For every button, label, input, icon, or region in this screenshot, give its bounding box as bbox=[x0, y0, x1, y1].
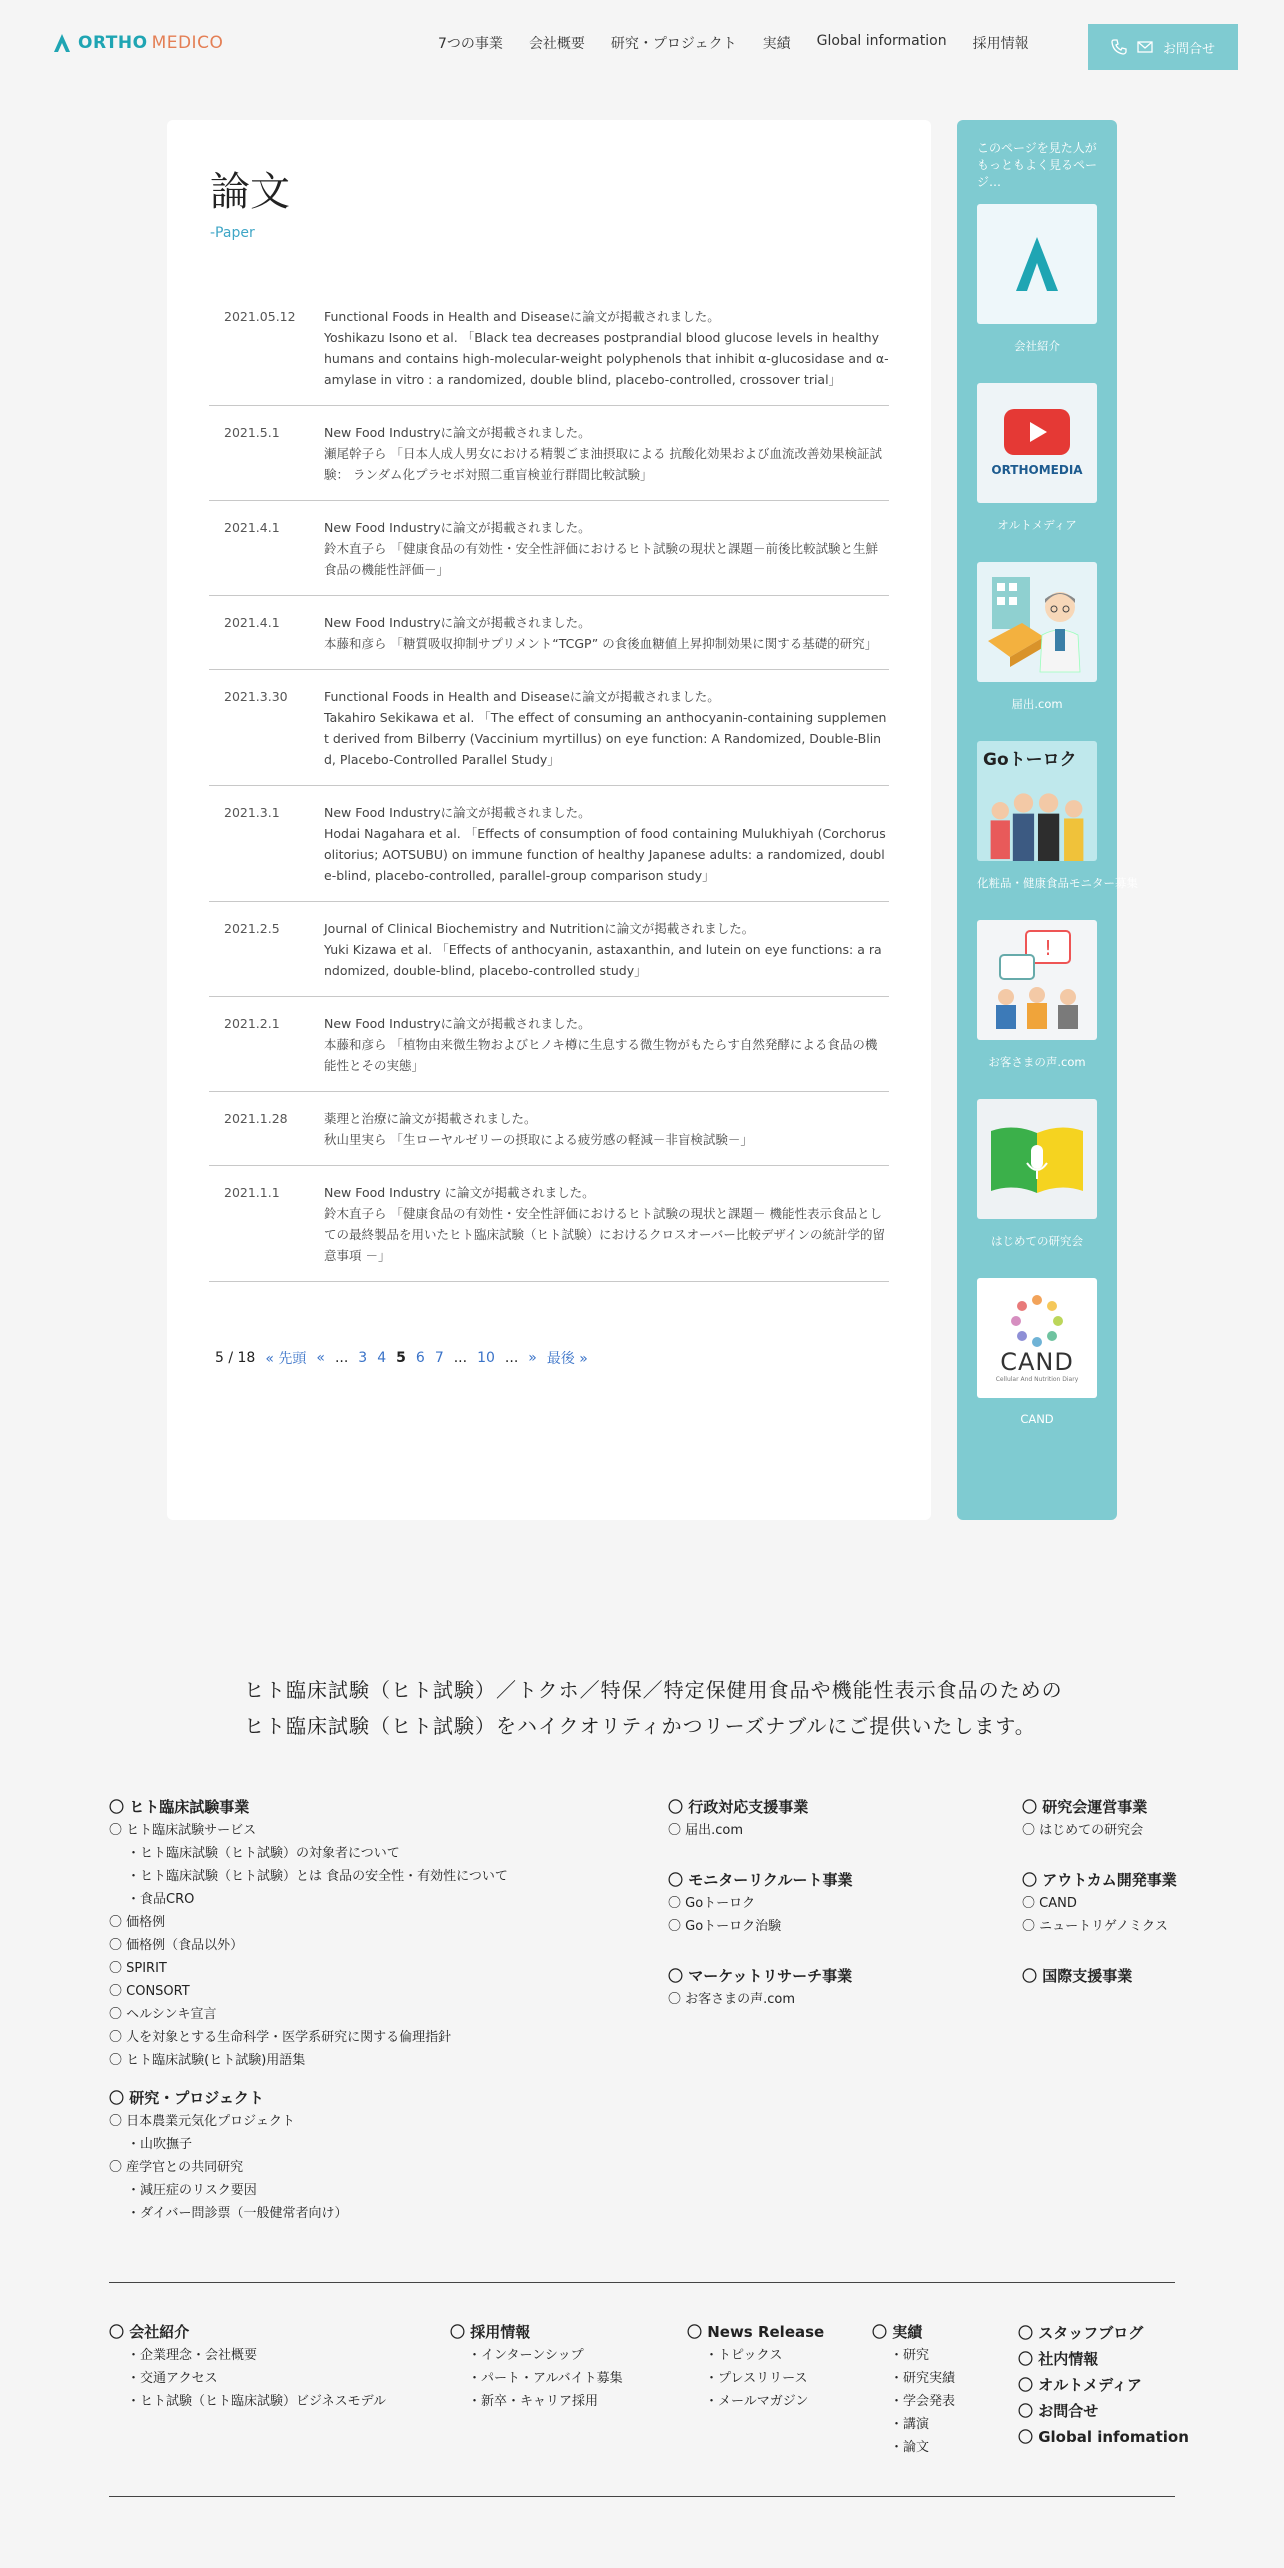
footer-link[interactable]: ・ヒト臨床試験（ヒト試験）の対象者について bbox=[127, 1846, 400, 1861]
footer-link[interactable]: ・プレスリリース bbox=[705, 2371, 808, 2386]
paper-journal-line: New Food Industryに論文が掲載されました。 bbox=[324, 805, 591, 820]
paper-body bbox=[324, 612, 889, 654]
paper-date: 2021.05.12 bbox=[224, 309, 296, 324]
footer-col-misc bbox=[1018, 2320, 1189, 2450]
paper-date: 2021.4.1 bbox=[224, 615, 280, 630]
footer-col-results bbox=[872, 2320, 955, 2459]
footer-link[interactable]: 〇 ヒト臨床試験(ヒト試験)用語集 bbox=[109, 2053, 306, 2068]
paper-entry bbox=[209, 670, 889, 786]
contact-button[interactable] bbox=[1088, 24, 1238, 70]
paper-citation: 本藤和彦ら 「植物由来微生物およびヒノキ樽に生息する微生物がもたらす自然発酵による食品の機能性とその実態」 bbox=[324, 1037, 878, 1073]
main-nav bbox=[438, 33, 1055, 53]
sidebar-item-company[interactable] bbox=[977, 204, 1097, 354]
sidebar-item-hajimete[interactable] bbox=[977, 1099, 1097, 1249]
page-link-4[interactable]: 4 bbox=[377, 1350, 387, 1366]
paper-date: 2021.4.1 bbox=[224, 520, 280, 535]
paper-date: 2021.3.30 bbox=[224, 689, 288, 704]
paper-journal-line: New Food Industryに論文が掲載されました。 bbox=[324, 520, 591, 535]
footer-link[interactable]: ・交通アクセス bbox=[127, 2371, 218, 2386]
pagination bbox=[215, 1348, 598, 1368]
paper-date: 2021.1.1 bbox=[224, 1185, 280, 1200]
footer-link[interactable]: ・メールマガジン bbox=[705, 2394, 809, 2409]
footer-link[interactable]: ・学会発表 bbox=[890, 2394, 956, 2409]
footer-link[interactable]: 〇 価格例（食品以外） bbox=[109, 1938, 244, 1953]
footer-heading[interactable]: 〇 研究・プロジェクト bbox=[109, 2089, 264, 2107]
page-link-10[interactable]: 10 bbox=[477, 1350, 495, 1366]
paper-journal-line: New Food Industryに論文が掲載されました。 bbox=[324, 615, 591, 630]
paper-entry bbox=[209, 501, 889, 596]
cand-logo-icon bbox=[977, 1278, 1097, 1398]
svg-text:!: ! bbox=[1043, 936, 1053, 960]
logo-text-ortho: ORTHO bbox=[78, 33, 148, 53]
paper-body bbox=[324, 517, 889, 580]
footer-heading[interactable]: 〇 採用情報 bbox=[450, 2323, 531, 2341]
paper-journal-line: 薬理と治療に論文が掲載されました。 bbox=[324, 1111, 537, 1126]
footer-link[interactable]: 〇 人を対象とする生命科学・医学系研究に関する倫理指針 bbox=[109, 2030, 452, 2045]
sidebar-item-cand[interactable] bbox=[977, 1278, 1097, 1426]
sidebar-caption: オルトメディア bbox=[997, 518, 1077, 532]
sidebar-caption: お客さまの声.com bbox=[988, 1055, 1086, 1069]
nav-item-results[interactable]: 実績 bbox=[762, 36, 791, 52]
sidebar-heading: このページを見た人がもっともよく見るページ… bbox=[977, 141, 1098, 189]
page-prev-link[interactable]: « bbox=[316, 1350, 325, 1366]
paper-date: 2021.2.1 bbox=[224, 1016, 280, 1031]
footer-divider bbox=[109, 2282, 1175, 2283]
paper-body bbox=[324, 1182, 889, 1266]
footer-link[interactable]: ・ヒト臨床試験（ヒト試験）とは 食品の安全性・有効性について bbox=[127, 1869, 508, 1884]
paper-citation: Yoshikazu Isono et al. 「Black tea decreases postprandial blood glucose levels in healthy humans and contains high-molecular-weight polyphenols that inhibit α-glucosidase and α-amylase in vitro : a randomized, double blind, placebo-controlled, crossover trial」 bbox=[324, 330, 889, 387]
page-ellipsis: ... bbox=[504, 1350, 519, 1366]
paper-citation: Hodai Nagahara et al. 「Effects of consumption of food containing Mulukhiyah (Corchorus olitorius; AOTSUBU) on immune function of healthy Japanese adults: a randomized, double-blind, placebo-controlled, parallel-group comparison study」 bbox=[324, 826, 886, 883]
footer-link[interactable]: 〇 日本農業元気化プロジェクト bbox=[109, 2114, 295, 2129]
footer-heading[interactable]: 〇 国際支援事業 bbox=[1022, 1967, 1133, 1985]
paper-journal-line: New Food Industryに論文が掲載されました。 bbox=[324, 1016, 591, 1031]
page-current: 5 bbox=[396, 1350, 406, 1366]
footer-link[interactable]: ・論文 bbox=[890, 2440, 930, 2455]
paper-journal-line: Functional Foods in Health and Diseaseに論文が掲載されました。 bbox=[324, 689, 720, 704]
paper-citation: 鈴木直子ら 「健康食品の有効性・安全性評価におけるヒト試験の現状と課題－ 機能性表示食品としての最終製品を用いたヒト臨床試験（ヒト試験）におけるクロスオーバー比較デザインの統計学的留意事項 －」 bbox=[324, 1206, 886, 1263]
paper-entry bbox=[209, 786, 889, 902]
people-illustration-icon bbox=[977, 741, 1097, 861]
nav-item-recruit[interactable]: 採用情報 bbox=[972, 36, 1029, 52]
footer-col-company bbox=[109, 2320, 386, 2413]
footer-link[interactable]: 〇 CONSORT bbox=[109, 1984, 190, 1999]
paper-body bbox=[324, 802, 889, 886]
page-link-7[interactable]: 7 bbox=[434, 1350, 444, 1366]
footer-link[interactable]: ・減圧症のリスク要因 bbox=[127, 2183, 257, 2198]
footer-link[interactable]: ・企業理念・会社概要 bbox=[127, 2348, 258, 2363]
book-mic-icon bbox=[977, 1099, 1097, 1219]
sidebar-caption: 会社紹介 bbox=[1014, 339, 1060, 353]
tagline-line-2: ヒト臨床試験（ヒト試験）をハイクオリティかつリーズナブルにご提供いたします。 bbox=[244, 1714, 1036, 1738]
paper-entry bbox=[209, 997, 889, 1092]
paper-journal-line: Journal of Clinical Biochemistry and Nutritionに論文が掲載されました。 bbox=[324, 921, 755, 936]
paper-body bbox=[324, 1013, 889, 1076]
related-sidebar bbox=[957, 120, 1138, 1520]
paper-body bbox=[324, 686, 889, 770]
footer-link[interactable]: ・山吹撫子 bbox=[127, 2137, 193, 2152]
footer-link[interactable]: 〇 ヒト臨床試験サービス bbox=[109, 1823, 257, 1838]
paper-citation: Yuki Kizawa et al. 「Effects of anthocyanin, astaxanthin, and lutein on eye functions: a randomized, double-blind, placebo-controlled study」 bbox=[324, 942, 882, 978]
sidebar-caption: 化粧品・健康食品モニター募集 bbox=[977, 876, 1138, 890]
page-ellipsis: ... bbox=[334, 1350, 349, 1366]
doctor-illustration-icon bbox=[977, 562, 1097, 682]
sidebar-item-todokede[interactable] bbox=[977, 562, 1097, 712]
paper-list bbox=[209, 290, 889, 1282]
cand-logo-subtext: Cellular And Nutrition Diary bbox=[995, 1375, 1079, 1383]
footer-link[interactable]: ・インターンシップ bbox=[468, 2348, 584, 2363]
tagline-line-1: ヒト臨床試験（ヒト試験）／トクホ／特保／特定保健用食品や機能性表示食品のための bbox=[244, 1678, 1063, 1702]
orthomedia-logo-text: ORTHOMEDIA bbox=[991, 463, 1083, 477]
page-first-link[interactable]: « 先頭 bbox=[265, 1351, 307, 1367]
cand-logo-text: CAND bbox=[1000, 1347, 1074, 1376]
footer-link[interactable]: 〇 ヘルシンキ宣言 bbox=[109, 2007, 217, 2022]
paper-entry bbox=[209, 1166, 889, 1282]
footer-link[interactable]: ・研究実績 bbox=[890, 2371, 956, 2386]
page-next-link[interactable]: » bbox=[528, 1350, 537, 1366]
gotoroku-logo-text: Goトーロク bbox=[983, 750, 1077, 770]
footer-heading[interactable]: 〇 行政対応支援事業 bbox=[668, 1798, 809, 1816]
footer-heading[interactable]: 〇 研究会運営事業 bbox=[1022, 1798, 1148, 1816]
page-link-6[interactable]: 6 bbox=[415, 1350, 425, 1366]
paper-journal-line: New Food Industry に論文が掲載されました。 bbox=[324, 1185, 595, 1200]
paper-citation: 秋山里実ら 「生ローヤルゼリーの摂取による疲労感の軽減－非盲検試験－」 bbox=[324, 1132, 753, 1147]
footer-link[interactable]: ・トピックス bbox=[705, 2348, 783, 2363]
paper-entry bbox=[209, 1092, 889, 1166]
paper-date: 2021.5.1 bbox=[224, 425, 280, 440]
mail-icon bbox=[1137, 39, 1153, 55]
nav-item-global[interactable]: Global information bbox=[816, 33, 947, 49]
play-icon bbox=[977, 383, 1097, 503]
footer-link[interactable]: 〇 届出.com bbox=[668, 1823, 744, 1838]
contact-label: お問合せ bbox=[1162, 41, 1215, 57]
paper-journal-line: New Food Industryに論文が掲載されました。 bbox=[324, 425, 591, 440]
footer-heading[interactable]: 〇 モニターリクルート事業 bbox=[668, 1871, 853, 1889]
footer-col-support bbox=[668, 1795, 852, 2011]
footer-link[interactable]: 〇 SPIRIT bbox=[109, 1961, 167, 1976]
paper-body bbox=[324, 1108, 889, 1150]
page-link-3[interactable]: 3 bbox=[358, 1350, 368, 1366]
sidebar-caption: CAND bbox=[1020, 1412, 1054, 1426]
footer-link[interactable]: 〇 Goトーロク治験 bbox=[668, 1919, 782, 1934]
footer-heading[interactable]: 〇 実績 bbox=[872, 2323, 923, 2341]
footer-col-news bbox=[687, 2320, 824, 2413]
footer-heading[interactable]: 〇 News Release bbox=[687, 2323, 825, 2341]
footer-col-recruit bbox=[450, 2320, 623, 2413]
paper-citation: 鈴木直子ら 「健康食品の有効性・安全性評価におけるヒト試験の現状と課題－前後比較試験と生鮮食品の機能性評価－」 bbox=[324, 541, 878, 577]
footer-link[interactable]: ・ヒト試験（ヒト臨床試験）ビジネスモデル bbox=[127, 2394, 386, 2409]
paper-citation: 瀬尾幹子ら 「日本人成人男女における精製ごま油摂取による 抗酸化効果および血流改善効果検証試験： ランダム化プラセボ対照二重盲検並行群間比較試験」 bbox=[324, 446, 882, 482]
paper-entry bbox=[209, 406, 889, 501]
paper-citation: Takahiro Sekikawa et al. 「The effect of consuming an anthocyanin-containing supplement derived from Bilberry (Vaccinium myrtillus) on eye function: A Randomized, Double-Blind, Placebo-Controlled Parallel Study」 bbox=[324, 710, 887, 767]
paper-citation: 本藤和彦ら 「糖質吸収抑制サプリメント“TCGP” の食後血糖値上昇抑制効果に関する基礎的研究」 bbox=[324, 636, 878, 651]
sidebar-item-gotoroku[interactable] bbox=[977, 741, 1138, 891]
footer-link[interactable]: ・新卒・キャリア採用 bbox=[468, 2394, 599, 2409]
footer-link[interactable]: ・研究 bbox=[890, 2348, 930, 2363]
footer-divider bbox=[109, 2496, 1175, 2497]
logo-icon bbox=[50, 31, 74, 55]
footer-link[interactable]: 〇 ニュートリゲノミクス bbox=[1022, 1919, 1168, 1934]
footer-link-blog[interactable]: 〇 スタッフブログ bbox=[1018, 2324, 1144, 2342]
page-subtitle: -Paper bbox=[210, 225, 255, 241]
footer-link[interactable]: ・ダイバー問診票（一般健常者向け） bbox=[127, 2206, 348, 2221]
paper-date: 2021.3.1 bbox=[224, 805, 280, 820]
paper-body bbox=[324, 306, 889, 390]
logo-text-medico: MEDICO bbox=[151, 33, 224, 53]
nav-item-research[interactable]: 研究・プロジェクト bbox=[610, 36, 737, 52]
footer-link-global[interactable]: 〇 Global infomation bbox=[1018, 2428, 1189, 2446]
page-title: 論文 bbox=[210, 169, 290, 215]
paper-body bbox=[324, 918, 889, 981]
sidebar-caption: 届出.com bbox=[1011, 697, 1063, 711]
footer-col-research bbox=[1022, 1795, 1177, 1988]
footer-link-internal[interactable]: 〇 社内情報 bbox=[1018, 2350, 1099, 2368]
sidebar-item-voice[interactable] bbox=[977, 920, 1097, 1070]
paper-date: 2021.1.28 bbox=[224, 1111, 288, 1126]
footer-link[interactable]: ・パート・アルバイト募集 bbox=[468, 2371, 623, 2386]
sidebar-item-orthomedia[interactable] bbox=[977, 383, 1097, 533]
page-last-link[interactable]: 最後 » bbox=[546, 1351, 588, 1367]
person-logo-icon bbox=[977, 204, 1097, 324]
papers-panel bbox=[167, 120, 931, 1520]
footer-heading[interactable]: 〇 ヒト臨床試験事業 bbox=[109, 1798, 250, 1816]
nav-item-business[interactable]: 7つの事業 bbox=[438, 36, 503, 52]
site-header bbox=[0, 0, 1284, 90]
footer-link[interactable]: ・食品CRO bbox=[127, 1892, 195, 1907]
footer-heading[interactable]: 〇 会社紹介 bbox=[109, 2323, 190, 2341]
paper-body bbox=[324, 422, 889, 485]
sidebar-caption: はじめての研究会 bbox=[991, 1234, 1083, 1248]
footer-link[interactable]: ・講演 bbox=[890, 2417, 930, 2432]
footer-link[interactable]: 〇 産学官との共同研究 bbox=[109, 2160, 244, 2175]
footer-link[interactable]: 〇 はじめての研究会 bbox=[1022, 1823, 1144, 1838]
footer-link[interactable]: 〇 お客さまの声.com bbox=[668, 1992, 796, 2007]
footer-link-contact[interactable]: 〇 お問合せ bbox=[1018, 2402, 1099, 2420]
footer-link[interactable]: 〇 価格例 bbox=[109, 1915, 166, 1930]
page-status: 5 / 18 bbox=[215, 1350, 256, 1366]
paper-entry bbox=[209, 596, 889, 670]
nav-item-company[interactable]: 会社概要 bbox=[528, 36, 585, 52]
chat-illustration-icon bbox=[977, 920, 1097, 1040]
paper-entry bbox=[209, 290, 889, 406]
phone-icon bbox=[1111, 39, 1127, 55]
footer-link[interactable]: 〇 CAND bbox=[1022, 1896, 1077, 1911]
paper-entry bbox=[209, 902, 889, 997]
footer-heading[interactable]: 〇 マーケットリサーチ事業 bbox=[668, 1967, 853, 1985]
footer-col-clinical bbox=[109, 1795, 508, 2225]
tagline bbox=[244, 1672, 1063, 1744]
footer-link[interactable]: 〇 Goトーロク bbox=[668, 1896, 756, 1911]
page-ellipsis: ... bbox=[453, 1350, 468, 1366]
logo[interactable] bbox=[50, 28, 223, 58]
paper-date: 2021.2.5 bbox=[224, 921, 280, 936]
paper-journal-line: Functional Foods in Health and Diseaseに論文が掲載されました。 bbox=[324, 309, 720, 324]
footer-link-orthomedia[interactable]: 〇 オルトメディア bbox=[1018, 2376, 1142, 2394]
footer-heading[interactable]: 〇 アウトカム開発事業 bbox=[1022, 1871, 1177, 1889]
